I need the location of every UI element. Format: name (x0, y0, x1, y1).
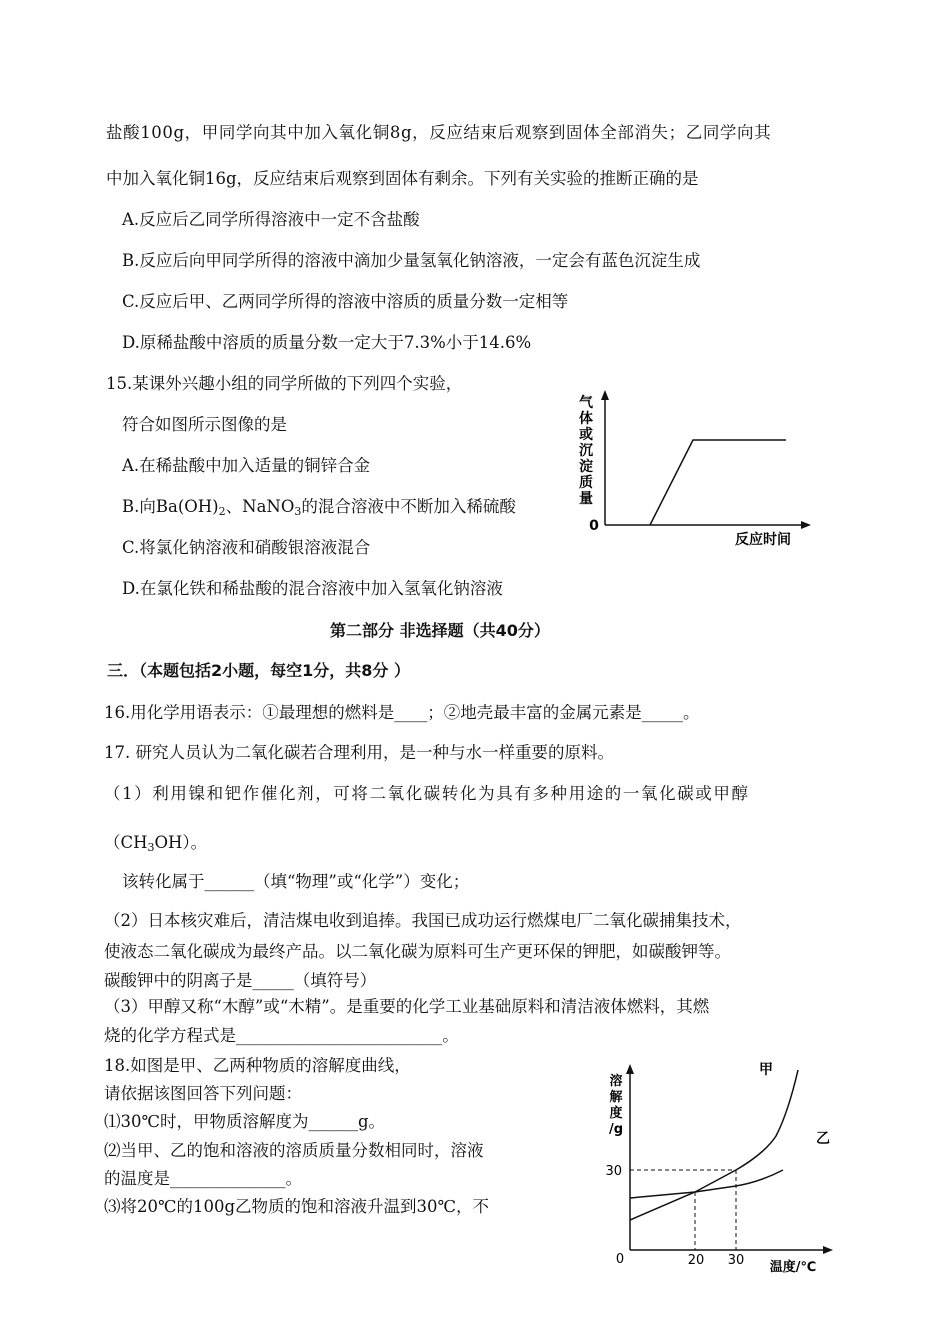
q18-line4: ⑵当甲、乙的饱和溶液的溶质质量分数相同时，溶液 (104, 1141, 484, 1160)
q15-y-label-7: 量 (579, 491, 593, 507)
q17-part1-line1: （1）利用镍和钯作催化剂，可将二氧化碳转化为具有多种用途的一氧化碳或甲醇 (104, 784, 750, 803)
q15-x-label: 反应时间 (735, 532, 791, 548)
q15-y-label-1: 气 (579, 395, 593, 411)
q18-y-label-4: /g (608, 1122, 624, 1137)
q18-y-arrow (626, 1064, 634, 1074)
q15-stem-line1: 15.某课外兴趣小组的同学所做的下列四个实验， (106, 374, 463, 393)
q15-y-label-5: 淀 (579, 459, 593, 475)
q17-part1-formula-pre: （CH (104, 833, 148, 852)
q18-line6: ⑶将20℃的100g乙物质的饱和溶液升温到30℃，不 (104, 1197, 489, 1216)
q14-option-b: B.反应后向甲同学所得的溶液中滴加少量氢氧化钠溶液，一定会有蓝色沉淀生成 (122, 251, 701, 270)
q18-y-tick-30: 30 (605, 1164, 622, 1179)
q18-line3: ⑴30℃时，甲物质溶解度为______g。 (104, 1112, 386, 1131)
q17-part1-line3: 该转化属于______（填“物理”或“化学”）变化； (122, 872, 470, 891)
q15-option-b-part1: B.向Ba(OH) (122, 497, 219, 516)
q18-x-arrow (823, 1246, 833, 1254)
q17-part1-line2 (104, 832, 207, 859)
q15-option-d: D.在氯化铁和稀盐酸的混合溶液中加入氢氧化钠溶液 (122, 579, 503, 598)
q14-stem-line1: 盐酸100g，甲同学向其中加入氧化铜8g，反应结束后观察到固体全部消失；乙同学向其 (106, 123, 772, 142)
q15-graph (575, 385, 820, 550)
q17-part2-line1: （2）日本核灾难后，清洁煤电收到追捧。我国已成功运行燃煤电厂二氧化碳捕集技术， (104, 911, 742, 930)
q17-part2-line2: 使液态二氧化碳成为最终产品。以二氧化碳为原料可生产更环保的钾肥，如碳酸钾等。 (104, 942, 731, 961)
q18-x-tick-30: 30 (727, 1253, 745, 1268)
q16-text: 16.用化学用语表示：①最理想的燃料是____；②地壳最丰富的金属元素是_____。 (104, 703, 700, 722)
q18-x-label: 温度/℃ (769, 1260, 817, 1275)
q14-option-a: A.反应后乙同学所得溶液中一定不含盐酸 (122, 210, 420, 229)
q18-series-jia-label: 甲 (759, 1062, 773, 1078)
q15-origin: 0 (589, 518, 599, 534)
q18-x-tick-20: 20 (687, 1253, 705, 1268)
section3-heading: 三．（本题包括2小题，每空1分，共8分 ） (107, 661, 410, 680)
q15-option-b-subscript2: 3 (294, 505, 302, 518)
q15-y-label-4: 沉 (579, 443, 593, 459)
q14-stem-line2: 中加入氧化铜16g，反应结束后观察到固体有剩余。下列有关实验的推断正确的是 (106, 169, 699, 188)
q18-y-label-1: 溶 (609, 1074, 623, 1089)
q18-y-label-2: 解 (609, 1090, 623, 1105)
q15-option-b-subscript1: 2 (218, 505, 226, 518)
q17-intro: 17. 研究人员认为二氧化碳若合理利用，是一种与水一样重要的原料。 (104, 743, 614, 762)
q17-part3-line2: 烧的化学方程式是_________________________。 (104, 1026, 459, 1045)
q14-option-c: C.反应后甲、乙两同学所得的溶液中溶质的质量分数一定相等 (122, 292, 569, 311)
q15-option-b-part2: 、NaNO (225, 497, 295, 516)
q17-part2-line3: 碳酸钾中的阴离子是_____（填符号） (104, 971, 377, 990)
q18-curve-jia (630, 1070, 798, 1220)
q14-option-d: D.原稀盐酸中溶质的质量分数一定大于7.3%小于14.6% (122, 333, 532, 352)
q15-option-b-part3: 的混合溶液中不断加入稀硫酸 (301, 497, 516, 516)
q18-y-label-3: 度 (609, 1106, 623, 1121)
q18-graph (600, 1058, 840, 1276)
q17-part3-line1: （3）甲醇又称“木醇”或“木精”。是重要的化学工业基础原料和清洁液体燃料，其燃 (104, 997, 710, 1016)
q17-part1-formula-sub: 3 (147, 841, 155, 854)
part2-title: 第二部分 非选择题（共40分） (330, 621, 550, 640)
q18-line2: 请依据该图回答下列问题： (104, 1084, 302, 1103)
q15-option-a: A.在稀盐酸中加入适量的铜锌合金 (122, 456, 371, 475)
q15-option-c: C.将氯化钠溶液和硝酸银溶液混合 (122, 538, 371, 557)
q18-line5: 的温度是______________。 (104, 1169, 302, 1188)
q15-y-label-3: 或 (579, 427, 593, 443)
q18-series-yi-label: 乙 (816, 1131, 830, 1147)
q15-x-arrow (801, 521, 811, 529)
q15-y-label-6: 质 (579, 475, 593, 491)
q17-part1-formula-post: OH）。 (154, 833, 208, 852)
q15-curve (650, 440, 786, 525)
q18-line1: 18.如图是甲、乙两种物质的溶解度曲线， (104, 1056, 411, 1075)
q15-option-b (122, 496, 516, 523)
q15-stem-line2: 符合如图所示图像的是 (122, 415, 287, 434)
q15-y-label-2: 体 (579, 411, 593, 427)
q15-y-arrow (601, 390, 609, 400)
q18-curve-yi (630, 1170, 783, 1198)
q18-origin: 0 (615, 1252, 625, 1267)
